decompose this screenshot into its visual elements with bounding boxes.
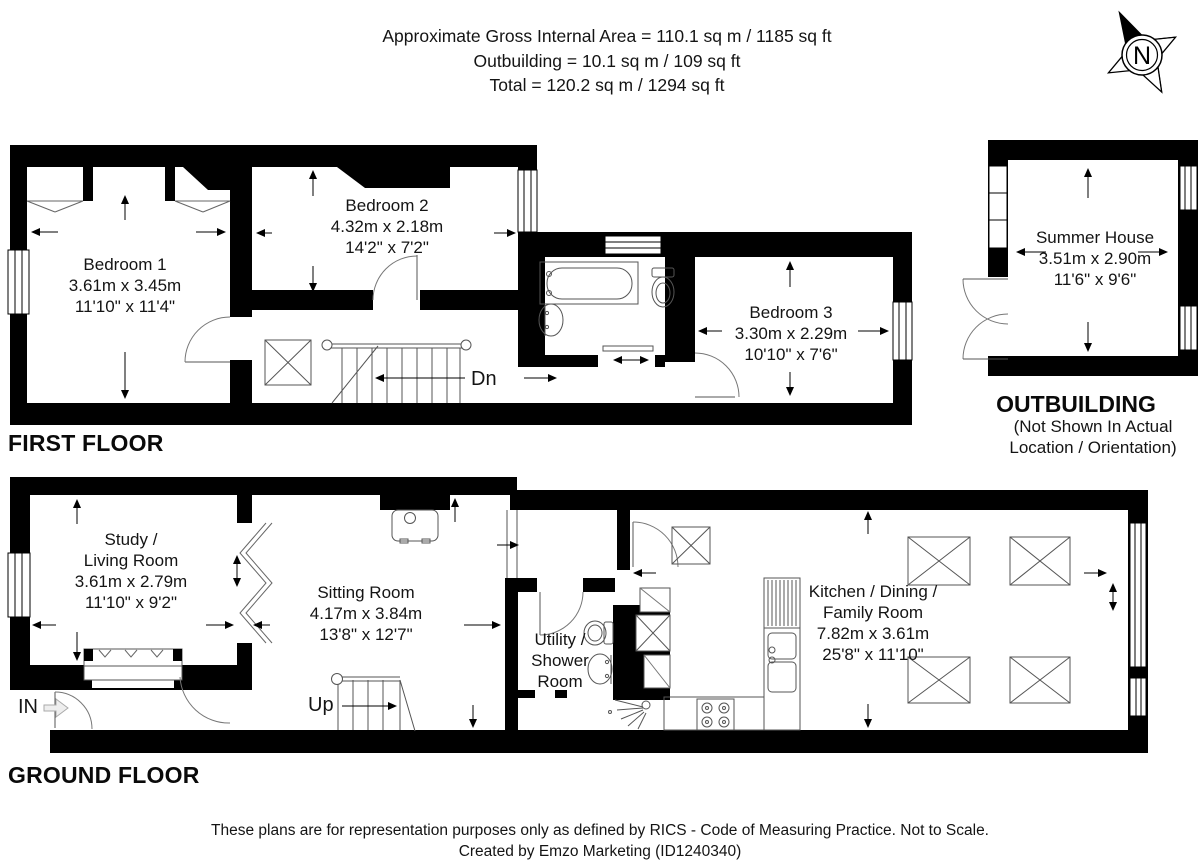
kitchen-label: Kitchen / Dining / Family Room 7.82m x 3.61m 25'8" x 11'10" [808,582,938,664]
entrance-label: IN [18,696,38,718]
bay-window-icon [84,649,182,680]
ground-floor-plan [10,477,1148,753]
window-icon [1180,306,1197,350]
stove-icon [392,510,438,543]
outbuilding-area-line: Outbuilding = 10.1 sq m / 109 sq ft [473,50,741,71]
stairs-up-label: Up [308,694,334,716]
bedroom3-label: Bedroom 3 3.30m x 2.29m 10'10" x 7'6" [734,303,848,364]
bedroom2-label: Bedroom 2 4.32m x 2.18m 14'2" x 7'2" [330,196,444,257]
study-label: Study / Living Room 3.61m x 2.79m 11'10" x 9'2" [74,530,188,612]
window-icon [1180,166,1197,210]
utility-room-label: Utility / Shower Room [531,630,589,691]
gross-area-line: Approximate Gross Internal Area = 110.1 sq m / 1185 sq ft [382,26,832,46]
compass-n-label: N [1132,42,1152,70]
ground-floor-title: GROUND FLOOR [8,762,200,788]
staircase-down [322,340,471,403]
window-icon [1130,678,1146,716]
window-icon [605,236,661,254]
window-icon [8,250,29,314]
outbuilding-title: OUTBUILDING [996,391,1156,417]
shower-icon [609,700,651,729]
rics-disclaimer-line: These plans are for representation purposes only as defined by RICS - Code of Measuring Practice. Not to Scale. [211,822,989,839]
area-summary [250,24,964,98]
rooflight-icon [265,340,311,385]
bathtub-icon [540,262,638,304]
outbuilding-note: (Not Shown In Actual Location / Orientation) [1009,417,1177,457]
disclaimer [150,820,1050,862]
credit-line: Created by Emzo Marketing (ID1240340) [458,843,742,860]
total-area-line: Total = 120.2 sq m / 1294 sq ft [489,75,725,95]
north-compass-icon [1086,0,1195,110]
hob-icon [697,699,734,730]
double-door-icon [963,279,1008,359]
patio-door-icon [1130,523,1146,667]
staircase-up [332,674,416,732]
window-icon [893,302,912,360]
window-icon [518,170,537,232]
summer-house-label: Summer House 3.51m x 2.90m 11'6" x 9'6" [1035,228,1155,289]
bedroom1-label: Bedroom 1 3.61m x 3.45m 11'10" x 11'4" [68,255,182,316]
window-icon [8,553,30,617]
first-floor-title: FIRST FLOOR [8,430,164,456]
entrance-arrow-icon [44,699,68,717]
sitting-room-label: Sitting Room 4.17m x 3.84m 13'8" x 12'7" [309,583,423,644]
stairs-down-label: Dn [471,368,497,390]
sliding-door-icon [603,346,653,351]
